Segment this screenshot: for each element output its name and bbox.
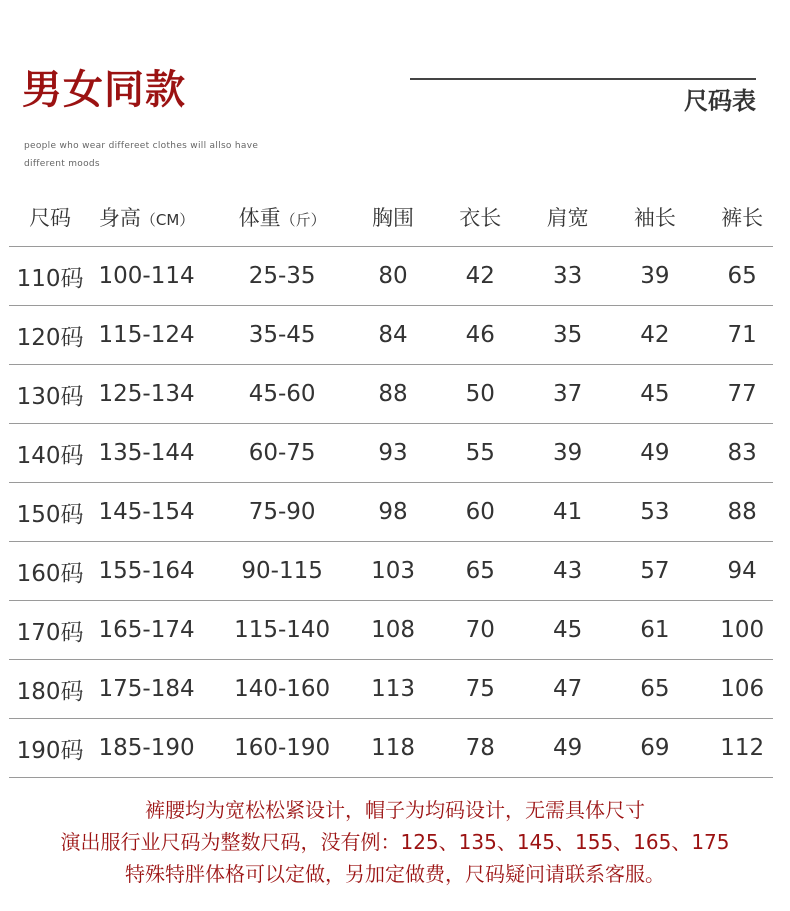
table-cell: 71 [711,306,773,365]
column-header-weight: 体重（斤） [202,188,362,247]
table-cell: 88 [711,483,773,542]
column-header-height: 身高（CM） [91,188,202,247]
table-cell: 135-144 [91,424,202,483]
table-cell: 145-154 [91,483,202,542]
table-header-row [9,188,773,247]
weight-unit: （斤） [280,211,326,229]
height-unit: （CM） [140,211,195,229]
table-cell: 93 [362,424,424,483]
table-cell: 65 [711,247,773,306]
table-cell: 108 [362,601,424,660]
header-divider [410,78,756,80]
table-cell: 165-174 [91,601,202,660]
table-cell: 45 [537,601,599,660]
table-row [9,660,773,719]
size-label-cell: 120码 [9,306,91,365]
table-cell: 118 [362,719,424,778]
table-cell: 77 [711,365,773,424]
table-cell: 84 [362,306,424,365]
table-row [9,365,773,424]
size-chart-table [9,188,773,778]
table-cell: 45 [598,365,711,424]
table-cell: 50 [424,365,537,424]
table-cell: 100-114 [91,247,202,306]
table-cell: 41 [537,483,599,542]
table-row [9,483,773,542]
table-cell: 112 [711,719,773,778]
table-cell: 106 [711,660,773,719]
tagline: people who wear differeet clothes will allso have different moods [24,141,259,169]
table-cell: 65 [424,542,537,601]
column-header-length: 衣长 [424,188,537,247]
table-body [9,247,773,778]
size-label-cell: 140码 [9,424,91,483]
table-cell: 25-35 [202,247,362,306]
table-cell: 69 [598,719,711,778]
table-cell: 35 [537,306,599,365]
table-cell: 42 [424,247,537,306]
table-cell: 39 [537,424,599,483]
table-cell: 45-60 [202,365,362,424]
table-row [9,306,773,365]
table-row [9,719,773,778]
size-label-cell: 180码 [9,660,91,719]
table-cell: 94 [711,542,773,601]
table-cell: 78 [424,719,537,778]
column-header-sleeve: 袖长 [598,188,711,247]
table-cell: 47 [537,660,599,719]
table-cell: 100 [711,601,773,660]
size-label-cell: 130码 [9,365,91,424]
table-cell: 49 [598,424,711,483]
table-cell: 65 [598,660,711,719]
table-cell: 90-115 [202,542,362,601]
table-cell: 57 [598,542,711,601]
size-label-cell: 170码 [9,601,91,660]
table-cell: 175-184 [91,660,202,719]
table-cell: 39 [598,247,711,306]
table-cell: 185-190 [91,719,202,778]
page-subtitle: 尺码表 [684,87,756,115]
table-cell: 37 [537,365,599,424]
table-cell: 33 [537,247,599,306]
size-label-cell: 110码 [9,247,91,306]
table-cell: 83 [711,424,773,483]
table-cell: 75-90 [202,483,362,542]
size-label-cell: 160码 [9,542,91,601]
table-cell: 115-124 [91,306,202,365]
table-cell: 125-134 [91,365,202,424]
table-cell: 55 [424,424,537,483]
table-cell: 49 [537,719,599,778]
table-cell: 113 [362,660,424,719]
table-cell: 155-164 [91,542,202,601]
table-cell: 140-160 [202,660,362,719]
table-cell: 46 [424,306,537,365]
table-cell: 60-75 [202,424,362,483]
table-cell: 103 [362,542,424,601]
table-cell: 160-190 [202,719,362,778]
table-cell: 60 [424,483,537,542]
note-line: 裤腰均为宽松松紧设计，帽子为均码设计，无需具体尺寸 [145,798,645,822]
page-title: 男女同款 [22,67,186,113]
table-cell: 98 [362,483,424,542]
size-label-cell: 150码 [9,483,91,542]
table-row [9,601,773,660]
column-header-chest: 胸围 [362,188,424,247]
table-cell: 88 [362,365,424,424]
table-row [9,542,773,601]
size-label-cell: 190码 [9,719,91,778]
table-cell: 115-140 [202,601,362,660]
table-cell: 80 [362,247,424,306]
note-line: 特殊特胖体格可以定做，另加定做费，尺码疑问请联系客服。 [125,862,665,886]
column-header-shoulder: 肩宽 [537,188,599,247]
table-cell: 70 [424,601,537,660]
column-header-pants: 裤长 [711,188,773,247]
table-cell: 43 [537,542,599,601]
table-cell: 42 [598,306,711,365]
size-notes [0,794,790,890]
table-cell: 61 [598,601,711,660]
column-header-size: 尺码 [9,188,91,247]
table-row [9,247,773,306]
table-cell: 53 [598,483,711,542]
table-row [9,424,773,483]
table-cell: 35-45 [202,306,362,365]
table-cell: 75 [424,660,537,719]
note-line: 演出服行业尺码为整数尺码，没有例：125、135、145、155、165、175 [60,830,730,854]
